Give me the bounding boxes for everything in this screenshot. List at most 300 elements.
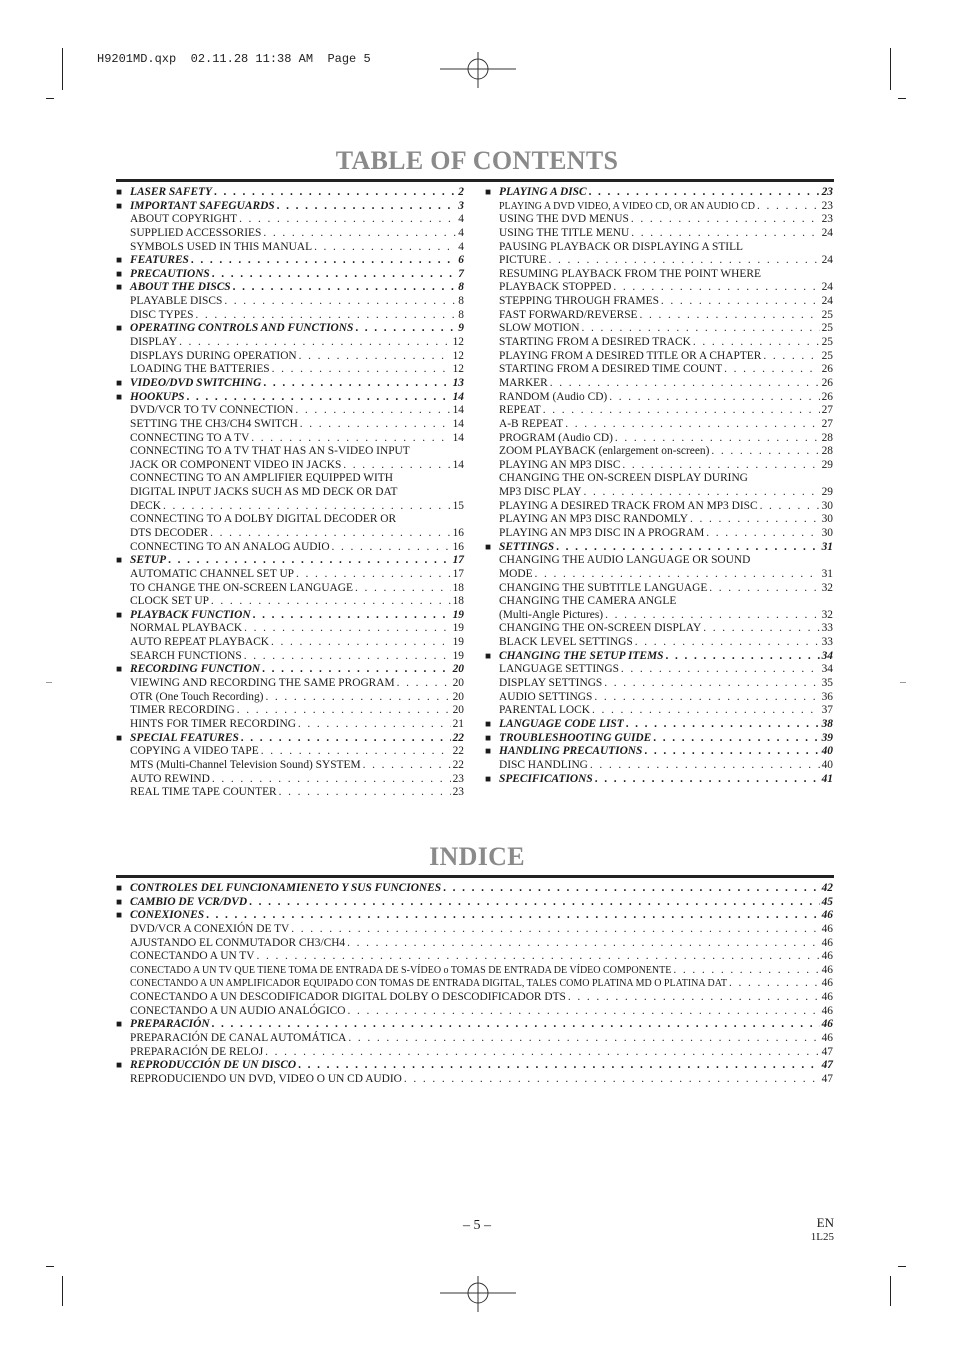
entry-page: 25 <box>821 336 833 349</box>
dot-leader <box>592 704 820 718</box>
entry-page: 27 <box>821 404 833 417</box>
dot-leader <box>706 527 819 541</box>
entry-title: SYMBOLS USED IN THIS MANUAL <box>130 240 313 253</box>
square-bullet-icon: ■ <box>116 910 123 922</box>
entry-page: 14 <box>452 458 464 471</box>
entry-title: REPRODUCCIÓN DE UN DISCO <box>130 1059 297 1072</box>
entry-page: 23 <box>452 786 464 799</box>
toc-entry <box>499 759 833 773</box>
dot-leader <box>703 622 819 636</box>
entry-title: DVD/VCR TO TV CONNECTION <box>130 404 294 417</box>
entry-page: 16 <box>452 527 464 539</box>
dot-leader <box>550 377 820 391</box>
dot-leader <box>615 432 820 446</box>
entry-title: RESUMING PLAYBACK FROM THE POINT WHERE <box>499 267 761 280</box>
crop-mark <box>46 98 54 99</box>
entry-title: SLOW MOTION <box>499 322 580 335</box>
entry-page: 46 <box>821 1018 833 1031</box>
dot-leader <box>249 896 820 910</box>
toc-entry <box>130 977 833 991</box>
toc-right-column <box>485 185 833 786</box>
toc-entry <box>130 227 464 241</box>
toc-section-entry <box>116 185 464 200</box>
entry-page: 20 <box>452 690 464 703</box>
toc-section-entry <box>116 390 464 405</box>
dot-leader <box>253 609 451 623</box>
entry-page: 17 <box>452 554 464 567</box>
entry-page: 29 <box>821 458 833 471</box>
entry-title: A-B REPEAT <box>499 417 564 430</box>
dot-leader <box>195 309 456 323</box>
entry-title: DISPLAY SETTINGS <box>499 677 603 690</box>
dot-leader <box>300 418 451 432</box>
toc-entry <box>130 650 464 664</box>
entry-title: CONNECTING TO A TV <box>130 431 250 444</box>
entry-title: CONECTADO A UN TV QUE TIENE TOMA DE ENTRADA DE S-VÍDEO o TOMAS DE ENTRADA DE VÍDEO COMPONENTE <box>130 964 672 976</box>
entry-title: PAUSING PLAYBACK OR DISPLAYING A STILL <box>499 240 743 253</box>
toc-entry <box>130 1005 833 1019</box>
entry-page: 17 <box>452 567 464 580</box>
entry-title: LOADING THE BATTERIES <box>130 363 270 376</box>
toc-entry <box>499 677 833 691</box>
toc-entry <box>130 745 464 759</box>
entry-title: CONNECTING TO A TV THAT HAS AN S-VIDEO INPUT <box>130 445 410 458</box>
entry-title: PICTURE <box>499 254 547 267</box>
entry-title: PARENTAL LOCK <box>499 704 590 717</box>
square-bullet-icon: ■ <box>116 200 123 212</box>
entry-title: CONEXIONES <box>130 909 205 922</box>
entry-title: CHANGING THE SUBTITLE LANGUAGE <box>499 581 708 594</box>
toc-entry <box>130 527 464 541</box>
dot-leader <box>191 254 456 268</box>
dot-leader <box>673 964 819 978</box>
entry-page: 38 <box>821 717 833 730</box>
entry-title: REPEAT <box>499 404 541 417</box>
entry-page: 30 <box>821 499 833 512</box>
entry-title: CHANGING THE ON-SCREEN DISPLAY DURING <box>499 472 748 485</box>
entry-title: PLAYING A DISC <box>499 185 587 198</box>
entry-title: NORMAL PLAYBACK <box>130 622 243 635</box>
square-bullet-icon: ■ <box>116 282 123 294</box>
entry-page: 40 <box>821 758 833 771</box>
toc-entry <box>130 623 464 637</box>
toc-title: TABLE OF CONTENTS <box>335 146 619 175</box>
entry-title: PRECAUTIONS <box>130 267 210 280</box>
square-bullet-icon: ■ <box>116 896 123 908</box>
entry-title: HANDLING PRECAUTIONS <box>499 745 643 758</box>
toc-section-entry <box>116 608 464 623</box>
toc-entry <box>499 623 833 637</box>
entry-page: 24 <box>821 281 833 294</box>
model-code: 1L25 <box>810 1231 834 1243</box>
dot-leader <box>711 445 819 459</box>
dot-leader <box>348 1032 819 1046</box>
dot-leader <box>690 513 820 527</box>
entry-title: PLAYING A DVD VIDEO, A VIDEO CD, OR AN AUDIO CD <box>499 200 755 212</box>
crop-mark <box>898 98 906 99</box>
entry-title: COPYING A VIDEO TAPE <box>130 745 259 758</box>
entry-page: 18 <box>452 595 464 608</box>
toc-entry <box>130 309 464 323</box>
toc-entry <box>499 418 833 432</box>
entry-title: PREPARACIÓN <box>130 1018 210 1031</box>
entry-page: 4 <box>458 226 464 239</box>
toc-entry <box>499 554 833 568</box>
entry-title: CONECTANDO A UN TV <box>130 950 255 963</box>
entry-title: DISPLAY <box>130 336 178 349</box>
square-bullet-icon: ■ <box>116 555 123 567</box>
dot-leader <box>609 391 819 405</box>
toc-section-entry <box>485 540 833 555</box>
entry-title: SPECIFICATIONS <box>499 772 593 785</box>
crop-mark <box>46 682 52 683</box>
entry-page: 23 <box>452 772 464 785</box>
entry-title: PREPARACIÓN DE CANAL AUTOMÁTICA <box>130 1032 347 1045</box>
entry-title: MODE <box>499 567 533 580</box>
entry-page: 31 <box>821 567 833 580</box>
entry-title: AUTOMATIC CHANNEL SET UP <box>130 567 295 580</box>
toc-entry <box>499 268 833 282</box>
dot-leader <box>556 541 820 555</box>
entry-page: 12 <box>452 363 464 376</box>
entry-title: ABOUT THE DISCS <box>130 281 231 294</box>
toc-entry <box>130 595 464 609</box>
entry-title: STARTING FROM A DESIRED TIME COUNT <box>499 363 723 376</box>
toc-entry <box>130 636 464 650</box>
toc-entry <box>130 513 464 527</box>
toc-entry <box>130 1046 833 1060</box>
toc-section-entry <box>116 731 464 746</box>
entry-title: AUTO REWIND <box>130 772 210 785</box>
square-bullet-icon: ■ <box>116 186 123 198</box>
toc-entry <box>130 759 464 773</box>
square-bullet-icon: ■ <box>116 391 123 403</box>
indice-rule <box>116 875 834 878</box>
entry-title: (Multi-Angle Pictures) <box>499 608 604 621</box>
toc-entry <box>130 472 464 486</box>
entry-page: 23 <box>821 199 833 212</box>
file-slug: H9201MD.qxp 02.11.28 11:38 AM Page 5 <box>97 52 371 66</box>
toc-entry <box>499 704 833 718</box>
entry-page: 42 <box>821 881 833 894</box>
dot-leader <box>261 745 451 759</box>
toc-section-entry <box>116 909 833 923</box>
toc-section-entry <box>116 267 464 282</box>
dot-leader <box>295 404 450 418</box>
toc-entry <box>499 663 833 677</box>
dot-leader <box>665 650 819 664</box>
entry-page: 25 <box>821 322 833 335</box>
dot-leader <box>590 759 820 773</box>
dot-leader <box>239 213 456 227</box>
dot-leader <box>298 1059 819 1073</box>
toc-entry <box>130 295 464 309</box>
square-bullet-icon: ■ <box>116 1060 123 1072</box>
entry-title: DVD/VCR A CONEXIÓN DE TV <box>130 922 290 935</box>
dot-leader <box>265 1046 819 1060</box>
entry-title: CONTROLES DEL FUNCIONAMIENETO Y SUS FUNCIONES <box>130 881 442 894</box>
entry-title: CHANGING THE AUDIO LANGUAGE OR SOUND <box>499 554 751 567</box>
footer-codes <box>811 1216 834 1244</box>
entry-title: JACK OR COMPONENT VIDEO IN JACKS <box>130 458 342 471</box>
dot-leader <box>729 977 820 991</box>
crop-mark <box>890 48 891 90</box>
dot-leader <box>237 704 451 718</box>
entry-title: SUPPLIED ACCESSORIES <box>130 226 262 239</box>
entry-page: 46 <box>821 977 833 990</box>
entry-title: USING THE DVD MENUS <box>499 213 629 226</box>
dot-leader <box>584 486 820 500</box>
toc-section-entry <box>116 322 464 336</box>
toc-entry <box>499 309 833 323</box>
square-bullet-icon: ■ <box>116 377 123 389</box>
entry-page: 12 <box>452 336 464 349</box>
toc-entry <box>499 582 833 596</box>
dot-leader <box>343 459 450 473</box>
toc-entry <box>130 500 464 514</box>
entry-title: SETUP <box>130 554 167 567</box>
dot-leader <box>622 459 819 473</box>
entry-page: 9 <box>458 322 464 335</box>
toc-entry <box>130 404 464 418</box>
entry-page: 20 <box>452 677 464 690</box>
entry-page: 34 <box>821 649 833 662</box>
toc-section-entry <box>116 881 833 896</box>
dot-leader <box>244 650 451 664</box>
entry-title: PLAYING AN MP3 DISC IN A PROGRAM <box>499 527 705 539</box>
toc-entry <box>130 677 464 691</box>
crop-mark <box>46 1266 54 1267</box>
entry-title: VIDEO/DVD SWITCHING <box>130 376 262 389</box>
toc-entry <box>499 472 833 486</box>
entry-title: VIEWING AND RECORDING THE SAME PROGRAM <box>130 677 395 690</box>
entry-title: LANGUAGE CODE LIST <box>499 717 624 730</box>
toc-entry <box>130 773 464 787</box>
entry-page: 22 <box>452 758 464 771</box>
indice-list <box>116 881 833 1087</box>
dot-leader <box>621 663 820 677</box>
entry-title: SEARCH FUNCTIONS <box>130 649 242 662</box>
toc-entry <box>130 937 833 951</box>
dot-leader <box>332 541 451 555</box>
toc-entry <box>499 391 833 405</box>
entry-page: 24 <box>821 295 833 308</box>
toc-entry <box>499 609 833 623</box>
entry-page: 47 <box>821 1045 833 1058</box>
entry-page: 33 <box>821 636 833 649</box>
entry-page: 7 <box>458 267 464 280</box>
dot-leader <box>631 213 820 227</box>
toc-entry <box>130 950 833 964</box>
entry-page: 46 <box>821 936 833 949</box>
dot-leader <box>214 186 456 200</box>
entry-title: DISC TYPES <box>130 308 194 321</box>
toc-entry <box>499 636 833 650</box>
entry-page: 31 <box>821 540 833 553</box>
toc-entry <box>499 322 833 336</box>
entry-title: CONNECTING TO A DOLBY DIGITAL DECODER OR <box>130 513 397 526</box>
entry-title: MP3 DISC PLAY <box>499 486 582 499</box>
entry-page: 25 <box>821 349 833 362</box>
toc-section-entry <box>116 254 464 268</box>
entry-page: 47 <box>821 1059 833 1072</box>
toc-entry <box>499 459 833 473</box>
entry-title: IMPORTANT SAFEGUARDS <box>130 199 275 212</box>
entry-title: CHANGING THE SETUP ITEMS <box>499 649 664 662</box>
dot-leader <box>626 718 820 732</box>
toc-section-entry <box>485 745 833 759</box>
entry-title: PLAYBACK FUNCTION <box>130 608 251 621</box>
entry-page: 21 <box>452 717 464 730</box>
entry-title: DIGITAL INPUT JACKS SUCH AS MD DECK OR DAT <box>130 486 398 499</box>
toc-entry <box>499 350 833 364</box>
dot-leader <box>244 622 450 636</box>
dot-leader <box>257 950 820 964</box>
entry-title: CHANGING THE ON-SCREEN DISPLAY <box>499 622 702 635</box>
toc-entry <box>499 363 833 377</box>
square-bullet-icon: ■ <box>116 732 123 744</box>
toc-section-entry <box>485 772 833 787</box>
toc-entry <box>130 541 464 555</box>
entry-page: 18 <box>452 581 464 594</box>
entry-page: 37 <box>821 704 833 717</box>
toc-entry <box>499 377 833 391</box>
toc-entry <box>499 486 833 500</box>
dot-leader <box>604 677 819 691</box>
entry-page: 26 <box>821 363 833 376</box>
toc-left-column <box>116 185 464 800</box>
dot-leader <box>693 336 820 350</box>
entry-title: DTS DECODER <box>130 527 209 539</box>
square-bullet-icon: ■ <box>485 650 492 662</box>
dot-leader <box>186 391 450 405</box>
entry-page: 46 <box>821 1004 833 1017</box>
dot-leader <box>548 254 819 268</box>
entry-page: 23 <box>821 185 833 198</box>
toc-entry <box>499 691 833 705</box>
dot-leader <box>760 500 820 514</box>
dot-leader <box>631 227 819 241</box>
toc-entry <box>130 445 464 459</box>
square-bullet-icon: ■ <box>485 541 492 553</box>
entry-title: SETTINGS <box>499 540 555 553</box>
toc-section-entry <box>485 649 833 664</box>
dot-leader <box>757 200 820 214</box>
entry-title: HINTS FOR TIMER RECORDING <box>130 717 296 730</box>
entry-page: 46 <box>821 950 833 963</box>
toc-entry <box>130 1032 833 1046</box>
square-bullet-icon: ■ <box>116 664 123 676</box>
dot-leader <box>168 554 451 568</box>
dot-leader <box>163 500 451 514</box>
dot-leader <box>363 759 451 773</box>
dot-leader <box>763 350 819 364</box>
entry-title: CONNECTING TO AN ANALOG AUDIO <box>130 540 330 553</box>
entry-title: OPERATING CONTROLS AND FUNCTIONS <box>130 322 354 335</box>
entry-page: 19 <box>452 649 464 662</box>
dot-leader <box>265 691 450 705</box>
toc-entry <box>130 964 833 978</box>
toc-rule <box>116 179 834 182</box>
dot-leader <box>210 527 450 541</box>
toc-entry <box>130 718 464 732</box>
entry-page: 46 <box>821 963 833 976</box>
toc-entry <box>499 500 833 514</box>
entry-title: SETTING THE CH3/CH4 SWITCH <box>130 417 298 430</box>
toc-entry <box>499 213 833 227</box>
toc-entry <box>130 582 464 596</box>
entry-page: 26 <box>821 376 833 389</box>
toc-entry <box>130 459 464 473</box>
entry-page: 20 <box>452 663 464 676</box>
language-code: EN <box>816 1215 834 1230</box>
square-bullet-icon: ■ <box>116 323 123 335</box>
entry-page: 45 <box>821 895 833 908</box>
dot-leader <box>263 227 456 241</box>
entry-title: LANGUAGE SETTINGS <box>499 663 619 676</box>
entry-title: STARTING FROM A DESIRED TRACK <box>499 336 691 349</box>
dot-leader <box>211 595 451 609</box>
toc-entry <box>130 418 464 432</box>
entry-page: 24 <box>821 226 833 239</box>
square-bullet-icon: ■ <box>485 732 492 744</box>
toc-entry <box>130 786 464 800</box>
toc-entry <box>130 486 464 500</box>
toc-entry <box>130 432 464 446</box>
entry-page: 24 <box>821 254 833 267</box>
entry-title: DECK <box>130 499 162 512</box>
dot-leader <box>271 636 451 650</box>
entry-title: AUTO REPEAT PLAYBACK <box>130 636 270 649</box>
toc-entry <box>499 432 833 446</box>
entry-title: REPRODUCIENDO UN DVD, VIDEO O UN CD AUDIO <box>130 1072 402 1085</box>
entry-page: 6 <box>458 254 464 267</box>
entry-page: 46 <box>821 991 833 1004</box>
dot-leader <box>347 937 819 951</box>
entry-page: 15 <box>452 499 464 512</box>
entry-page: 8 <box>458 281 464 294</box>
entry-title: SPECIAL FEATURES <box>130 731 239 744</box>
entry-page: 30 <box>821 513 833 526</box>
entry-page: 39 <box>821 731 833 744</box>
dot-leader <box>298 718 451 732</box>
dot-leader <box>355 582 451 596</box>
entry-page: 19 <box>452 622 464 635</box>
entry-page: 8 <box>458 295 464 308</box>
toc-section-entry <box>116 554 464 568</box>
entry-page: 32 <box>821 581 833 594</box>
toc-entry <box>130 691 464 705</box>
dot-leader <box>613 281 819 295</box>
indice-title: INDICE <box>429 842 525 871</box>
dot-leader <box>233 281 457 295</box>
entry-title: BLACK LEVEL SETTINGS <box>499 636 633 649</box>
square-bullet-icon: ■ <box>116 882 123 894</box>
page-number: – 5 – <box>463 1218 491 1233</box>
entry-title: TROUBLESHOOTING GUIDE <box>499 731 652 744</box>
entry-page: 23 <box>821 213 833 226</box>
entry-page: 26 <box>821 390 833 403</box>
entry-page: 29 <box>821 486 833 499</box>
dot-leader <box>709 582 819 596</box>
dot-leader <box>348 1005 820 1019</box>
toc-entry <box>499 200 833 214</box>
entry-title: PLAYABLE DISCS <box>130 295 223 308</box>
dot-leader <box>443 882 820 896</box>
square-bullet-icon: ■ <box>116 609 123 621</box>
dot-leader <box>212 773 451 787</box>
registration-mark-icon <box>440 1274 516 1314</box>
